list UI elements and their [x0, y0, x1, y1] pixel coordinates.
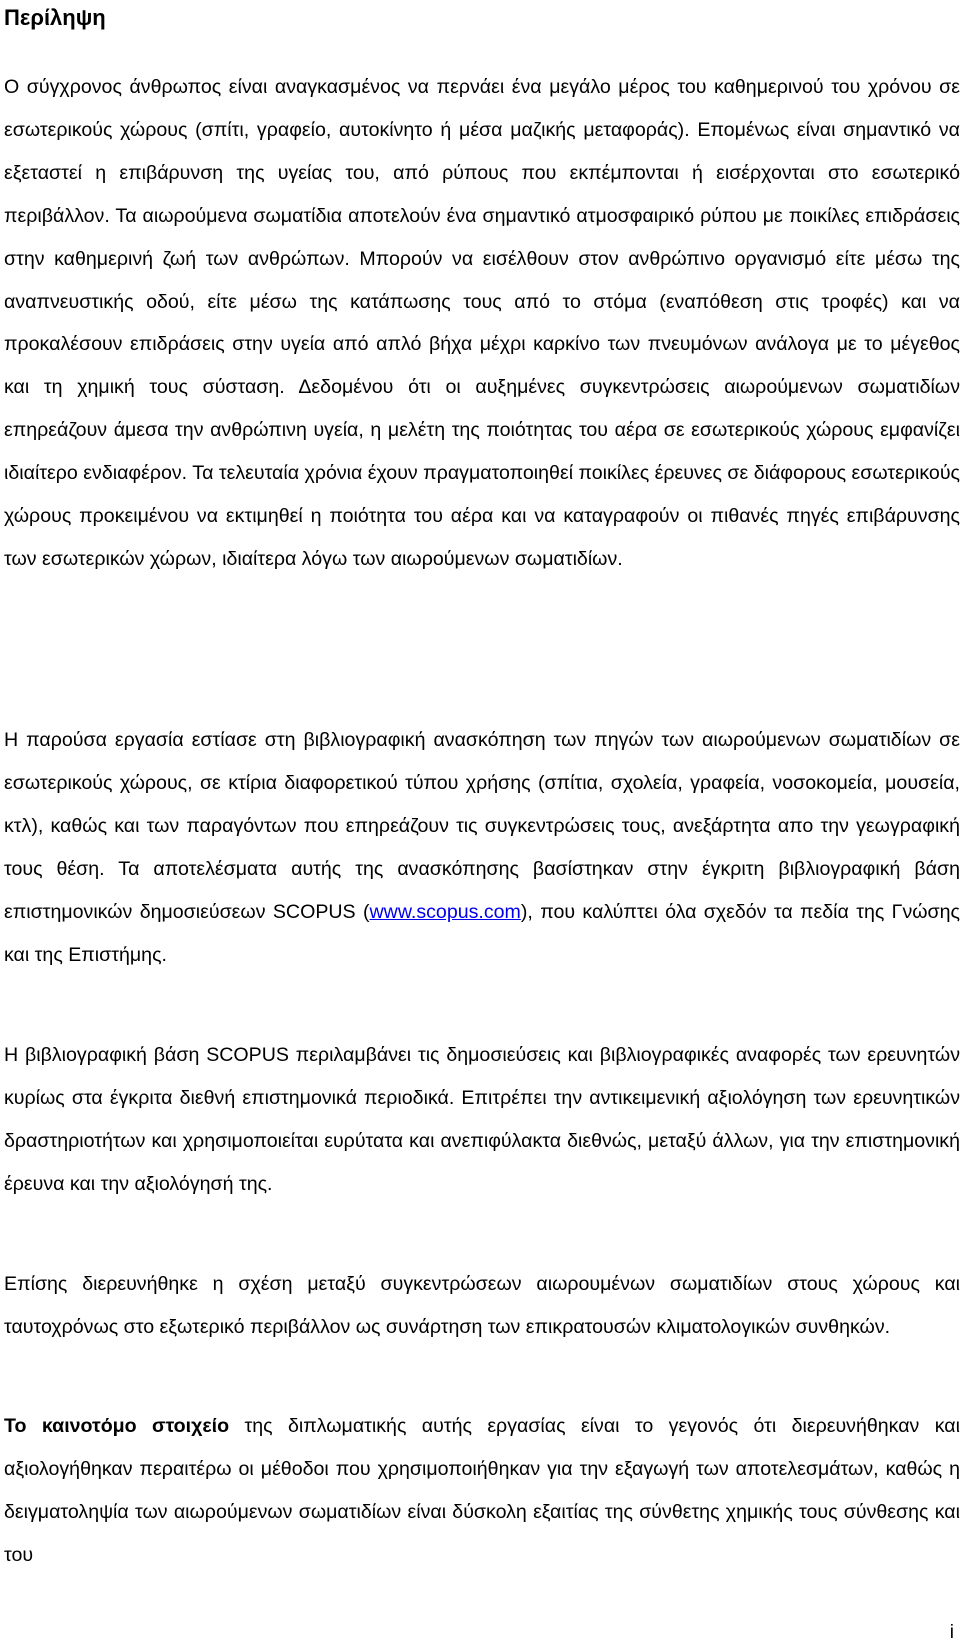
page-title: Περίληψη	[4, 5, 106, 30]
paragraph-scopus: Η βιβλιογραφική βάση SCOPUS περιλαμβάνει τις δημοσιεύσεις και βιβλιογραφικές αναφορές των ερευνητών κυρίως στα έγκριτα διεθνή επιστημονικά περιοδικά. Επιτρέπει την αντικειμενική αξιολόγηση των ερευνητικών δραστηριοτήτων και χρησιμοποιείται ευρύτατα και ανεπιφύλακτα διεθνώς, μεταξύ άλλων, για την επιστημονική έρευνα και την αξιολόγησή της.	[4, 1044, 960, 1195]
paragraph-methodology-tail: ), που καλύπτει όλα σχεδόν τα πεδία της Γνώσης και της Επιστήμης.	[4, 900, 960, 966]
paragraph-outdoor-relation: Επίσης διερευνήθηκε η σχέση μεταξύ συγκεντρώσεων αιωρουμένων σωματιδίων στους χώρους και ταυτοχρόνως στο εξωτερικό περιβάλλον ως συνάρτηση των επικρατουσών κλιματολογικών συνθηκών.	[4, 1273, 960, 1338]
paragraph-methodology-text: Η παρούσα εργασία εστίασε στη βιβλιογραφική ανασκόπηση των πηγών των αιωρούμενων σωματιδίων σε εσωτερικούς χώρους, σε κτίρια διαφορετικού τύπου χρήσης (σπίτια, σχολεία, γραφεία, νοσοκομεία, μουσεία, κτλ), καθώς και των παραγόντων που επηρεάζουν τις συγκεντρώσεις τους, ανεξάρτητα απο την γεωγραφική τους θέση. Τα αποτελέσματα αυτής της ανασκόπησης βασίστηκαν στην έγκριτη βιβλιογραφική βάση επιστημονικών δημοσιεύσεων SCOPUS (	[4, 729, 960, 923]
paragraph-innovation	[4, 1405, 960, 1577]
paragraph-innovation-text: της διπλωματικής αυτής εργασίας είναι το γεγονός ότι διερευνήθηκαν και αξιολογήθηκαν περαιτέρω οι μέθοδοι που χρησιμοποιήθηκαν για την εξαγωγή των αποτελεσμάτων, καθώς η δειγματοληψία των αιωρούμενων σωματιδίων είναι δύσκολη εξαιτίας της σύνθετης χημικής τους σύνθεσης και του	[4, 1415, 960, 1566]
paragraph-methodology	[4, 719, 960, 976]
page-number: i	[949, 1622, 954, 1643]
innovation-highlight: Το καινοτόμο στοιχείο	[4, 1415, 230, 1437]
scopus-link[interactable]: www.scopus.com	[369, 900, 521, 923]
paragraph-intro: Ο σύγχρονος άνθρωπος είναι αναγκασμένος να περνάει ένα μεγάλο μέρος του καθημερινού του χρόνου σε εσωτερικούς χώρους (σπίτι, γραφείο, αυτοκίνητο ή μέσα μαζικής μεταφοράς). Επομένως είναι σημαντικό να εξεταστεί η επιβάρυνση της υγείας του, από ρύπους που εκπέμπονται ή εισέρχονται στο εσωτερικό περιβάλλον. Τα αιωρούμενα σωματίδια αποτελούν ένα σημαντικό ατμοσφαιρικό ρύπου με ποικίλες επιδράσεις στην καθημερινή ζωή των ανθρώπων. Μπορούν να εισέλθουν στον ανθρώπινο οργανισμό είτε μέσω της αναπνευστικής οδού, είτε μέσω της κατάπωσης τους από το στόμα (εναπόθεση στις τροφές) και να προκαλέσουν επιδράσεις στην υγεία από απλό βήχα μέχρι καρκίνο των πνευμόνων ανάλογα με το μέγεθος και τη χημική τους σύσταση. Δεδομένου ότι οι αυξημένες συγκεντρώσεις αιωρούμενων σωματιδίων επηρεάζουν άμεσα την ανθρώπινη υγεία, η μελέτη της ποιότητας του αέρα σε εσωτερικούς χώρους εμφανίζει ιδιαίτερο ενδιαφέρον. Τα τελευταία χρόνια έχουν πραγματοποιηθεί ποικίλες έρευνες σε διάφορους εσωτερικούς χώρους προκειμένου να εκτιμηθεί η ποιότητα του αέρα και να καταγραφούν οι πιθανές πηγές επιβάρυνσης των εσωτερικών χώρων, ιδιαίτερα λόγω των αιωρούμενων σωματιδίων.	[4, 76, 960, 570]
